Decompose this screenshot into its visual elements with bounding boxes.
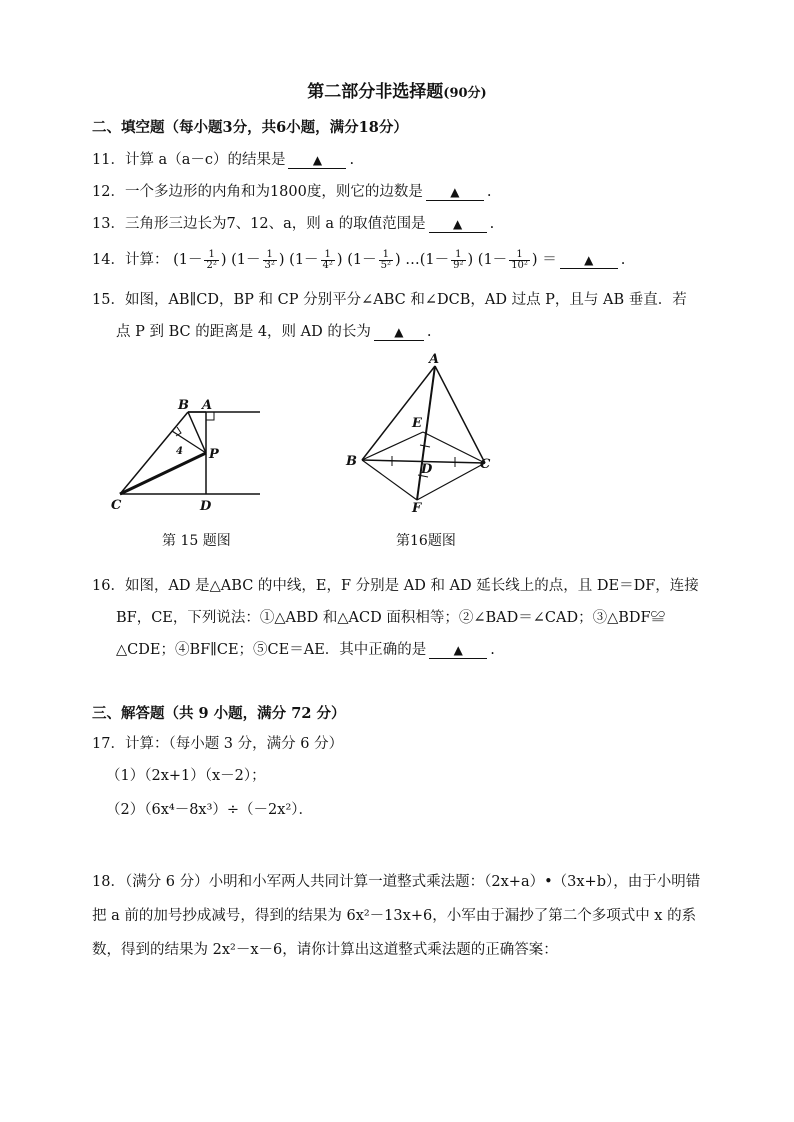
question-11: 11．计算 a（a－c）的结果是 ▲ . (92, 152, 355, 168)
factor (347, 248, 401, 271)
answer-blank: ▲ (429, 642, 487, 659)
question-15-line1: 15．如图，AB∥CD，BP 和 CP 分别平分∠ABC 和∠DCB，AD 过点 P，且与 AB 垂直．若 (92, 292, 687, 308)
factor-open: (1－ (477, 252, 508, 268)
factor-close: ) (220, 252, 227, 268)
question-12-text: 12．一个多边形的内角和为1800度，则它的边数是 (92, 184, 423, 200)
question-14: 14．计算： (1－ $\frac{1}{\text{2²}}$ ) (1－ $\frac{1}{\text{3²}}$ ) (1－ $\frac{1}{\text{4²}}$ ) (1－ $\frac{1}{\text{5²}}$ ) …(1－ $\frac{1}{\text{9²}}$ ) (1－ $\frac{1}{\text{10²}}$ ) ＝ ▲ . (92, 248, 626, 271)
question-17-heading: 17．计算：（每小题 3 分，满分 6 分） (92, 736, 344, 752)
fraction-numerator: 1 (509, 250, 530, 261)
factor (289, 248, 343, 271)
question-16-line1: 16．如图，AD 是△ABC 的中线，E，F 分别是 AD 和 AD 延长线上的点，且 DE＝DF，连接 (92, 578, 699, 594)
point-label-a: A (202, 398, 213, 413)
figure-15 (100, 392, 275, 517)
factor-open: (1－ (231, 252, 261, 268)
point-label-d: D (421, 462, 433, 477)
factor (173, 248, 227, 271)
factor-close: ) (531, 252, 538, 268)
point-label-c: C (480, 457, 491, 472)
point-label-f: F (412, 501, 422, 516)
factor-close: ) (394, 252, 401, 268)
point-label-e: E (412, 416, 422, 431)
point-label-d: D (200, 499, 212, 514)
figure-16 (340, 352, 505, 517)
question-17-part1: （1）（2x+1）（x－2）； (106, 768, 266, 784)
segment-be (362, 432, 423, 460)
factor-close: ) (336, 252, 343, 268)
factor-close: ) (467, 252, 474, 268)
point-label-p: P (209, 447, 219, 462)
question-13-text: 13．三角形三边长为7、12、a，则 a 的取值范围是 (92, 216, 426, 232)
answer-blank: ▲ (374, 324, 424, 341)
factor-close: ) (278, 252, 285, 268)
point-label-b: B (178, 398, 189, 413)
fraction (321, 250, 335, 271)
fraction-numerator: 1 (451, 250, 465, 261)
right-angle-mark (206, 412, 214, 420)
segment-bf (362, 460, 417, 500)
segment-ac (435, 366, 485, 463)
fraction (379, 250, 393, 271)
fraction-denominator: 5² (380, 259, 391, 271)
factor-open: …(1－ (405, 252, 450, 268)
fraction-numerator: 1 (204, 250, 218, 261)
point-label-b: B (346, 454, 357, 469)
fraction-denominator: 10² (511, 259, 528, 271)
question-16-line2: BF，CE，下列说法：①△ABD 和△ACD 面积相等；②∠BAD＝∠CAD；③△BDF≌ (116, 610, 666, 626)
point-label-c: C (111, 498, 122, 513)
fraction (263, 250, 277, 271)
question-12: 12．一个多边形的内角和为1800度，则它的边数是 ▲ . (92, 184, 492, 200)
section-solve-heading: 三、解答题（共 9 小题，满分 72 分） (92, 705, 346, 722)
question-13: 13．三角形三边长为7、12、a，则 a 的取值范围是 ▲ . (92, 216, 495, 232)
answer-blank: ▲ (560, 252, 618, 269)
fraction (204, 250, 218, 271)
fraction-numerator: 1 (321, 250, 335, 261)
fraction-denominator: 9² (453, 259, 464, 271)
fraction-numerator: 1 (263, 250, 277, 261)
figure-16-caption: 第16题图 (396, 533, 456, 549)
factor-open: (1－ (347, 252, 377, 268)
fraction-denominator: 2² (206, 259, 217, 271)
question-17-part2: （2）（6x⁴－8x³）÷（－2x²）． (106, 802, 314, 818)
question-11-text: 11．计算 a（a－c）的结果是 (92, 152, 286, 168)
factor-open: (1－ (173, 252, 203, 268)
question-15-line2: 点 P 到 BC 的距离是 4，则 AD 的长为 ▲ . (116, 324, 432, 340)
question-18-line3: 数，得到的结果为 2x²－x－6，请你计算出这道整式乘法题的正确答案： (92, 942, 558, 958)
segment-cp (120, 453, 206, 494)
equals-sign: ＝ (542, 252, 557, 268)
question-16-text: △CDE；④BF∥CE；⑤CE＝AE．其中正确的是 (116, 642, 427, 658)
fraction-denominator: 4² (322, 259, 333, 271)
fraction (509, 250, 530, 271)
page-title: 第二部分非选择题(90分) (307, 82, 487, 102)
side-label-4: 4 (176, 446, 183, 457)
factor (405, 248, 474, 271)
factor (477, 248, 538, 271)
question-18-line1: 18．（满分 6 分）小明和小军两人共同计算一道整式乘法题：（2x+a）•（3x+b），由于小明错 (92, 874, 701, 890)
answer-blank: ▲ (429, 216, 487, 233)
fraction-numerator: 1 (379, 250, 393, 261)
answer-blank: ▲ (426, 184, 484, 201)
answer-blank: ▲ (288, 152, 346, 169)
question-18-line2: 把 a 前的加号抄成减号，得到的结果为 6x²－13x+6，小军由于漏抄了第二个多项式中 x 的系 (92, 908, 697, 924)
factor (231, 248, 285, 271)
section-fill-in-heading: 二、填空题（每小题3分，共6小题，满分18分） (92, 119, 408, 136)
question-16-line3: △CDE；④BF∥CE；⑤CE＝AE．其中正确的是 ▲ . (116, 642, 495, 658)
figure-15-caption: 第 15 题图 (162, 533, 231, 549)
fraction-denominator: 3² (264, 259, 275, 271)
factor-open: (1－ (289, 252, 319, 268)
question-14-prefix: 14．计算： (92, 252, 169, 268)
question-15-text: 点 P 到 BC 的距离是 4，则 AD 的长为 (116, 324, 371, 340)
segment-ec (423, 432, 485, 463)
point-label-a: A (429, 352, 440, 367)
title-score: (90分) (443, 86, 487, 101)
fraction (451, 250, 465, 271)
